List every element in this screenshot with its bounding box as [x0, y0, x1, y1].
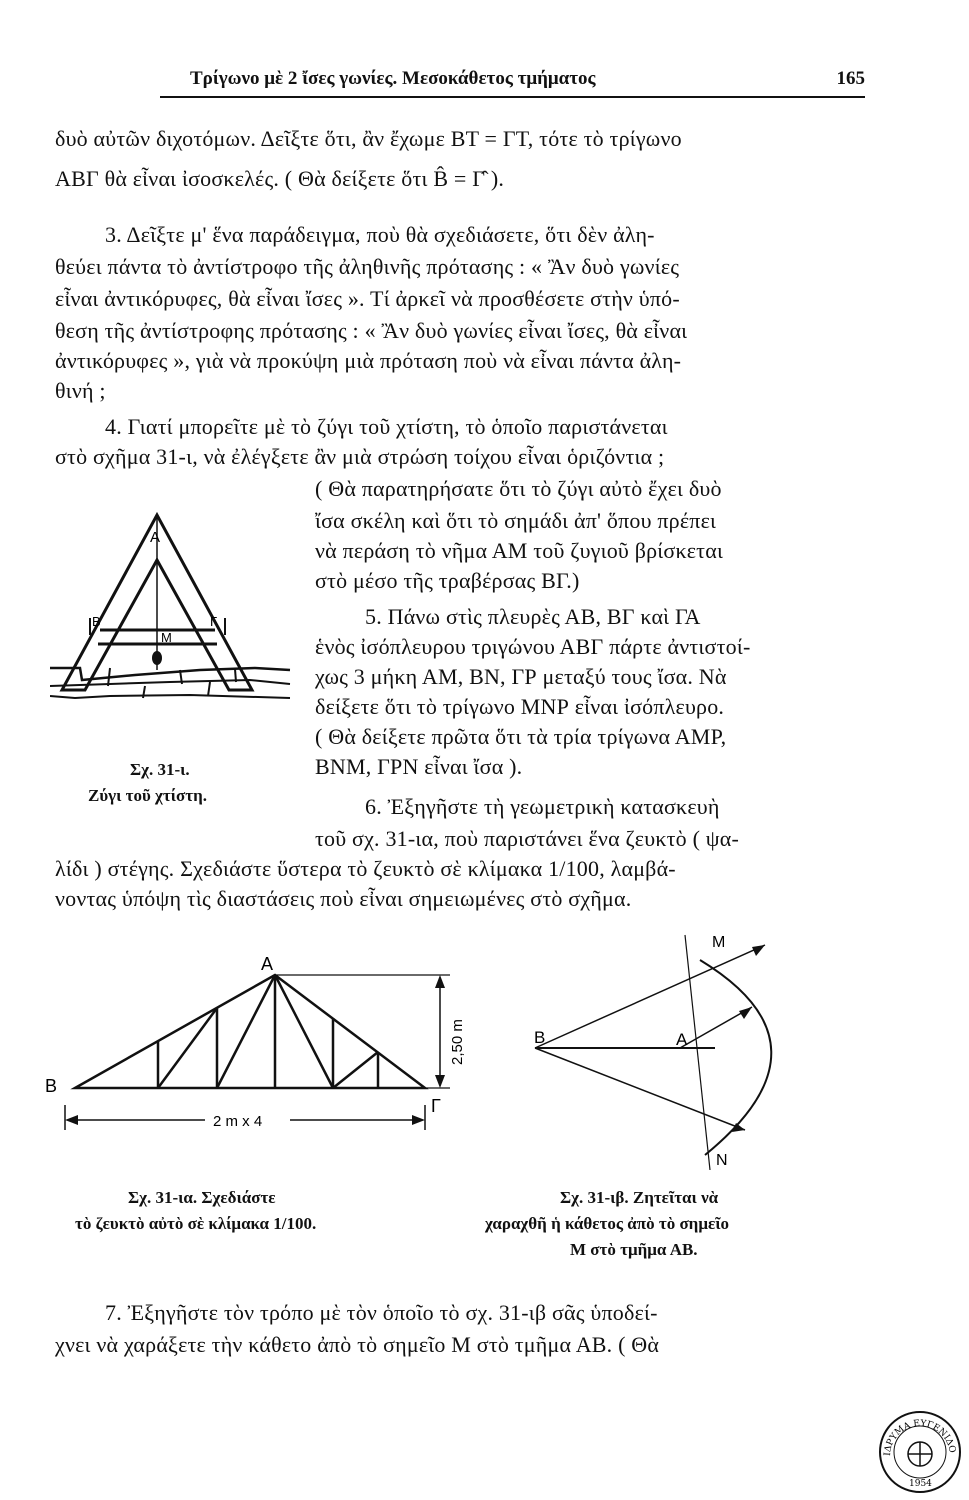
- figure-builders-level: [50, 500, 305, 730]
- width-dimension: 2 m x 4: [213, 1113, 263, 1130]
- text-line: 4. Γιατί μπορεῖτε μὲ τὸ ζύγι τοῦ χτίστη, τὸ ὁποῖο παριστάνεται: [105, 414, 668, 439]
- text-line: στὸ σχῆμα 31-ι, νὰ ἐλέγξετε ἂν μιὰ στρώση τοίχου εἶναι ὁριζόντια ;: [55, 444, 665, 469]
- text-line: ἴσα σκέλη καὶ ὅτι τὸ σημάδι ἀπ' ὅπου πρέπει: [315, 508, 717, 533]
- label-G: Γ: [431, 1096, 441, 1116]
- arrow-icon: [739, 1007, 752, 1019]
- label-A: A: [676, 1030, 688, 1049]
- text-line: θινή ;: [55, 378, 106, 403]
- label-B: B: [92, 614, 101, 629]
- text-line: θεση τῆς ἀντίστροφης πρότασης : « Ἂν δυὸ γωνίες εἶναι ἴσες, θὰ εἶναι: [55, 318, 688, 343]
- text-line: ἑνὸς ἰσόπλευρου τριγώνου ΑΒΓ πάρτε ἀντιστοί-: [315, 634, 751, 659]
- arrow-icon: [752, 945, 765, 956]
- text-line: νοντας ὑπόψη τὶς διαστάσεις ποὺ εἶναι σημειωμένες στὸ σχῆμα.: [55, 886, 632, 911]
- text-line: ΒΝΜ, ΓΡΝ εἶναι ἴσα ).: [315, 754, 523, 779]
- dim-arrow-icon: [412, 1115, 425, 1125]
- figure-caption-line: τὸ ζευκτὸ αὐτὸ σὲ κλίμακα 1/100.: [75, 1214, 317, 1233]
- label-M: M: [712, 934, 726, 951]
- label-G: Γ: [210, 614, 218, 629]
- height-dimension: 2,50 m: [449, 1019, 465, 1065]
- text-line: χνει νὰ χαράξετε τὴν κάθετο ἀπὸ τὸ σημεῖο Μ στὸ τμῆμα ΑΒ. ( Θὰ: [55, 1332, 660, 1357]
- text-line: τοῦ σχ. 31-ια, ποὺ παριστάνει ἕνα ζευκτὸ ( ψα-: [315, 826, 740, 851]
- text-line: 7. Ἐξηγῆστε τὸν τρόπο μὲ τὸν ὁποῖο τὸ σχ. 31-ιβ σᾶς ὑποδεί-: [105, 1300, 658, 1325]
- label-B: B: [534, 1028, 546, 1047]
- figure-caption-title: Ζύγι τοῦ χτίστη.: [88, 786, 207, 805]
- label-B: B: [45, 1076, 58, 1096]
- text-line: νὰ περάση τὸ νῆμα ΑΜ τοῦ ζυγιοῦ βρίσκεται: [315, 538, 724, 563]
- seal-text: ΙΔΡΥΜΑ ΕΥΓΕΝΙΔΟ: [882, 1418, 957, 1457]
- text-line: ( Θὰ παρατηρήσατε ὅτι τὸ ζύγι αὐτὸ ἔχει δυὸ: [315, 476, 722, 501]
- figure-caption-line: Μ στὸ τμῆμα ΑΒ.: [570, 1240, 698, 1259]
- dim-arrow-icon: [65, 1115, 78, 1125]
- text-line: ἀντικόρυφες », γιὰ νὰ προκύψη μιὰ πρόταση ποὺ νὰ εἶναι πάντα ἀλη-: [55, 348, 682, 373]
- label-N: N: [716, 1152, 728, 1169]
- seal-year: 1954: [909, 1479, 932, 1489]
- label-A: A: [150, 529, 161, 546]
- text-line: 5. Πάνω στὶς πλευρὲς ΑΒ, ΒΓ καὶ ΓΑ: [365, 604, 701, 629]
- text-line: 3. Δεῖξτε μ' ἕνα παράδειγμα, ποὺ θὰ σχεδιάσετε, ὅτι δὲν ἀλη-: [105, 222, 655, 247]
- text-line: ΑΒΓ θὰ εἶναι ἰσοσκελές. ( Θὰ δείξετε ὅτι B̂ = Γ̂ ).: [55, 166, 505, 191]
- foundation-seal: [878, 1410, 962, 1494]
- emblem-icon: [908, 1442, 932, 1466]
- text-line: δυὸ αὐτῶν διχοτόμων. Δεῖξτε ὅτι, ἂν ἔχωμε ΒΤ = ΓΤ, τότε τὸ τρίγωνο: [55, 126, 682, 151]
- text-line: δείξετε ὅτι τὸ τρίγωνο ΜΝΡ εἶναι ἰσόπλευρο.: [315, 694, 725, 719]
- figure-caption-line: Σχ. 31-ιβ. Ζητεῖται νὰ: [560, 1188, 719, 1207]
- label-M: M: [161, 630, 172, 645]
- figure-roof-truss: [45, 940, 465, 1130]
- text-line: 6. Ἐξηγῆστε τὴ γεωμετρικὴ κατασκευὴ: [365, 794, 720, 819]
- figure-caption-number: Σχ. 31-ι.: [130, 760, 190, 779]
- figure-caption-line: χαραχθῆ ἡ κάθετος ἀπὸ τὸ σημεῖο: [485, 1214, 730, 1233]
- text-line: στὸ μέσο τῆς τραβέρσας ΒΓ.): [315, 568, 580, 593]
- text-line: θεύει πάντα τὸ ἀντίστροφο τῆς ἀληθινῆς πρότασης : « Ἂν δυὸ γωνίες: [55, 254, 680, 279]
- page-number: 165: [836, 68, 865, 89]
- dim-arrow-icon: [435, 1075, 445, 1088]
- label-A: A: [261, 954, 274, 974]
- page-header: [160, 62, 865, 98]
- figure-caption-line: Σχ. 31-ια. Σχεδιάστε: [128, 1188, 276, 1207]
- text-line: χως 3 μήκη ΑΜ, ΒΝ, ΓΡ μεταξύ τους ἴσα. Νὰ: [315, 664, 727, 689]
- text-line: ( Θὰ δείξετε πρῶτα ὅτι τὰ τρία τρίγωνα ΑΜΡ,: [315, 724, 727, 749]
- figure-perpendicular-construction: [520, 925, 820, 1170]
- plumb-bob-icon: [152, 651, 162, 665]
- text-line: λίδι ) στέγης. Σχεδιάστε ὕστερα τὸ ζευκτὸ σὲ κλίμακα 1/100, λαμβά-: [55, 856, 676, 881]
- text-line: εἶναι ἀντικόρυφες, θὰ εἶναι ἴσες ». Τί ἀρκεῖ νὰ προσθέσετε στὴν ὑπό-: [55, 286, 680, 311]
- dim-arrow-icon: [435, 975, 445, 988]
- running-title: Τρίγωνο μὲ 2 ἴσες γωνίες. Μεσοκάθετος τμήματος: [190, 68, 596, 89]
